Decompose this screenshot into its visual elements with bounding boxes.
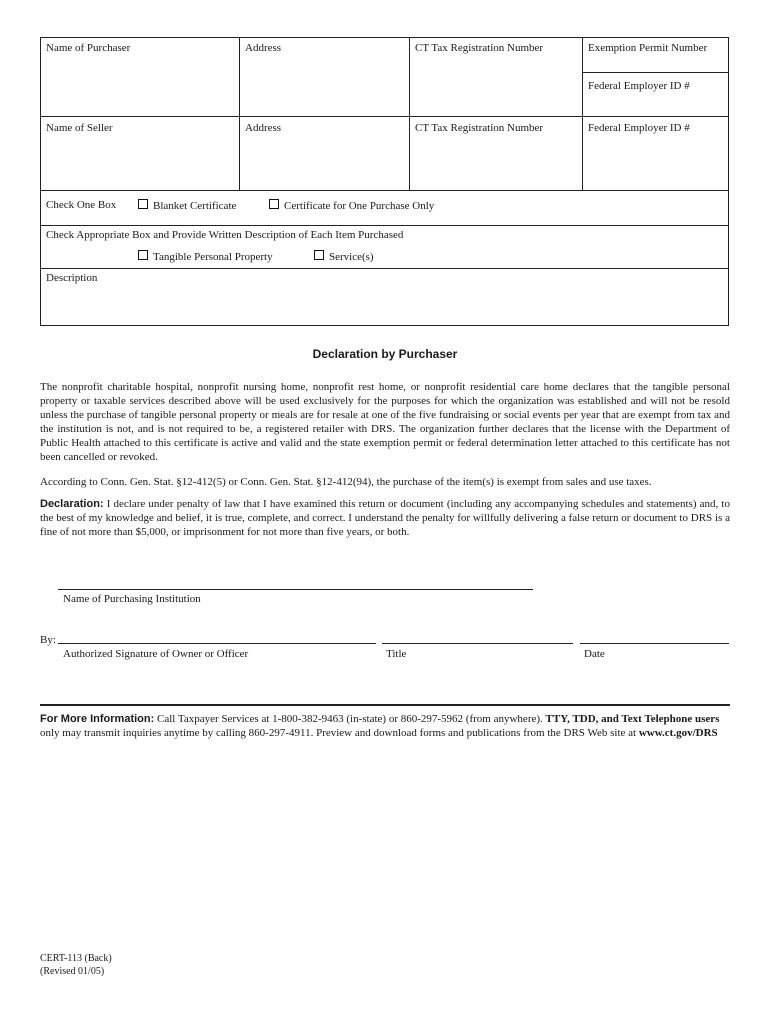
- seller-federal-employer-id-field[interactable]: Federal Employer ID #: [588, 122, 690, 134]
- more-info-line2-text: only may transmit inquiries anytime by calling 860-297-4911. Preview and download forms and publications from the DRS Web site at: [40, 727, 639, 739]
- more-info-line1: [40, 712, 730, 726]
- drs-website-link[interactable]: www.ct.gov/DRS: [638, 727, 718, 739]
- divider: [582, 37, 583, 190]
- more-info-label: For More Information:: [40, 713, 155, 725]
- tangible-property-checkbox[interactable]: [138, 250, 148, 260]
- revision-date: (Revised 01/05): [40, 966, 105, 977]
- date-line[interactable]: [580, 643, 729, 644]
- form-id: CERT-113 (Back): [40, 953, 112, 964]
- services-checkbox[interactable]: [314, 250, 324, 260]
- one-purchase-checkbox[interactable]: [269, 199, 279, 209]
- tangible-property-label: Tangible Personal Property: [153, 251, 273, 263]
- institution-name-label: Name of Purchasing Institution: [63, 593, 201, 605]
- more-info-line2: [40, 726, 730, 740]
- date-label: Date: [584, 648, 605, 660]
- exemption-permit-number-field[interactable]: Exemption Permit Number: [588, 42, 708, 54]
- services-label: Service(s): [329, 251, 374, 263]
- divider: [40, 704, 730, 706]
- by-label: By:: [40, 634, 56, 646]
- seller-address-field[interactable]: Address: [245, 122, 282, 134]
- divider: [239, 37, 240, 190]
- tty-text: TTY, TDD, and Text Telephone users: [545, 713, 720, 725]
- name-of-purchaser-field[interactable]: Name of Purchaser: [46, 42, 131, 54]
- divider: [40, 225, 729, 226]
- divider: [40, 268, 729, 269]
- title-line[interactable]: [382, 643, 573, 644]
- one-purchase-label: Certificate for One Purchase Only: [284, 200, 435, 212]
- title-label: Title: [386, 648, 407, 660]
- institution-name-line[interactable]: [58, 589, 533, 590]
- declaration-text: I declare under penalty of law that I have examined this return or document (including any accompanying schedules and statements) and, to the best of my knowledge and belief, it is true, complete, and correct. I understand the penalty for willfully delivering a false return or document to DRS is a fine of not more than $5,000, or imprisonment for not more than five years, or both.: [40, 498, 730, 538]
- divider: [40, 116, 729, 117]
- signature-label: Authorized Signature of Owner or Officer: [63, 648, 249, 660]
- description-field[interactable]: Description: [46, 272, 98, 284]
- more-info-text: Call Taxpayer Services at 1-800-382-9463 (in-state) or 860-297-5962 (from anywhere).: [154, 713, 546, 725]
- divider: [582, 72, 729, 73]
- declaration-label: Declaration:: [40, 498, 104, 510]
- declaration-heading: Declaration by Purchaser: [312, 347, 458, 361]
- divider: [409, 37, 410, 190]
- name-of-seller-field[interactable]: Name of Seller: [46, 122, 113, 134]
- seller-ct-tax-registration-field[interactable]: CT Tax Registration Number: [415, 122, 544, 134]
- purchaser-address-field[interactable]: Address: [245, 42, 282, 54]
- purchaser-federal-employer-id-field[interactable]: Federal Employer ID #: [588, 80, 690, 92]
- divider: [40, 190, 729, 191]
- check-appropriate-label: Check Appropriate Box and Provide Written Description of Each Item Purchased: [46, 229, 404, 241]
- statute-paragraph: According to Conn. Gen. Stat. §12-412(5) or Conn. Gen. Stat. §12-412(94), the purchase of the item(s) is exempt from sales and use taxes.: [40, 476, 652, 488]
- declaration-paragraph: The nonprofit charitable hospital, nonprofit nursing home, nonprofit rest home, or nonprofit residential care home declares that the tangible personal property or taxable services described above will be used exclusively for the purposes for which the organization was established and will not be resold unless the purchase of tangible personal property or meals are for resale at one of the five fundraising or social events per year that are exempt from tax and the institution is not, and is not required to be, a registered retailer with DRS. The organization further declares that the license with the Department of Public Health attached to this certificate is active and valid and the state exemption permit or federal determination letter attached to this certificate has not been cancelled or revoked.: [40, 381, 730, 463]
- blanket-certificate-label: Blanket Certificate: [153, 200, 237, 212]
- blanket-certificate-checkbox[interactable]: [138, 199, 148, 209]
- signature-line[interactable]: [58, 643, 376, 644]
- check-one-label: Check One Box: [46, 199, 117, 211]
- penalty-declaration: [40, 497, 730, 539]
- purchaser-ct-tax-registration-field[interactable]: CT Tax Registration Number: [415, 42, 544, 54]
